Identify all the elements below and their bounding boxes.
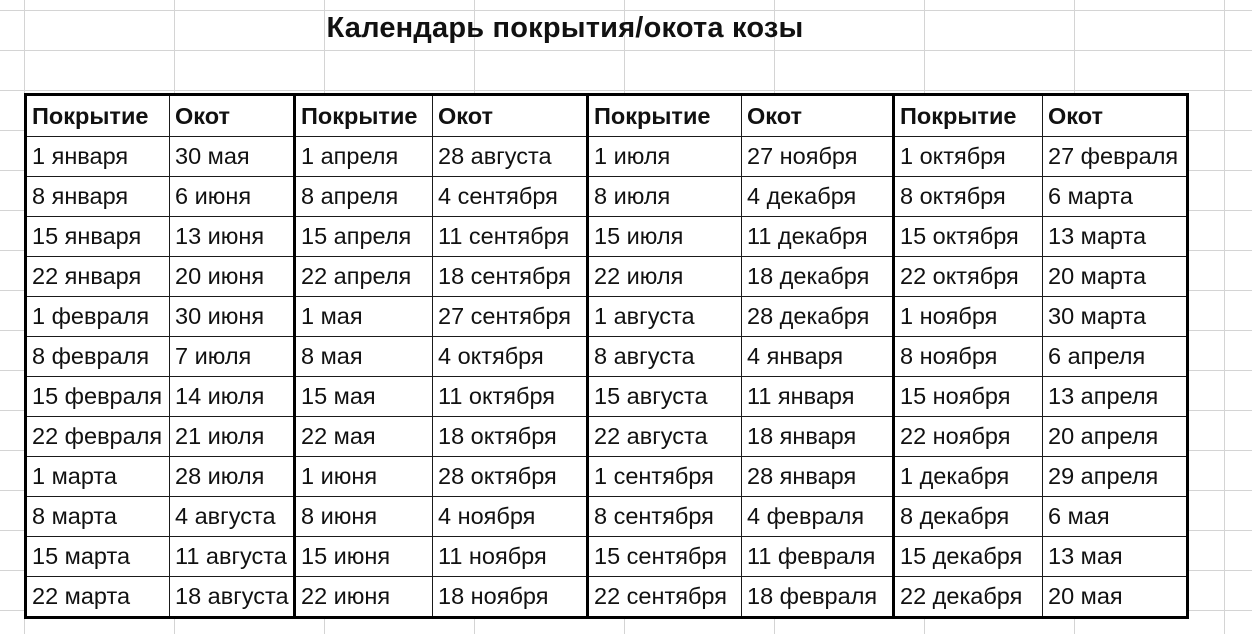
- header-cell-mating[interactable]: Покрытие: [26, 95, 170, 137]
- mating-date-cell[interactable]: 15 января: [26, 217, 170, 257]
- kidding-date-cell[interactable]: 30 марта: [1043, 297, 1188, 337]
- header-cell-mating[interactable]: Покрытие: [295, 95, 433, 137]
- mating-date-cell[interactable]: 15 ноября: [894, 377, 1043, 417]
- mating-date-cell[interactable]: 22 июля: [588, 257, 742, 297]
- mating-date-cell[interactable]: 22 июня: [295, 577, 433, 618]
- mating-date-cell[interactable]: 22 мая: [295, 417, 433, 457]
- mating-date-cell[interactable]: 8 апреля: [295, 177, 433, 217]
- mating-date-cell[interactable]: 1 января: [26, 137, 170, 177]
- mating-date-cell[interactable]: 1 марта: [26, 457, 170, 497]
- kidding-date-cell[interactable]: 30 мая: [170, 137, 295, 177]
- mating-date-cell[interactable]: 15 апреля: [295, 217, 433, 257]
- mating-date-cell[interactable]: 8 января: [26, 177, 170, 217]
- kidding-date-cell[interactable]: 4 января: [742, 337, 894, 377]
- mating-date-cell[interactable]: 15 июля: [588, 217, 742, 257]
- kidding-date-cell[interactable]: 18 февраля: [742, 577, 894, 618]
- kidding-date-cell[interactable]: 18 октября: [433, 417, 588, 457]
- kidding-date-cell[interactable]: 13 марта: [1043, 217, 1188, 257]
- mating-date-cell[interactable]: 8 ноября: [894, 337, 1043, 377]
- mating-date-cell[interactable]: 1 октября: [894, 137, 1043, 177]
- mating-date-cell[interactable]: 15 декабря: [894, 537, 1043, 577]
- kidding-date-cell[interactable]: 13 мая: [1043, 537, 1188, 577]
- kidding-date-cell[interactable]: 4 ноября: [433, 497, 588, 537]
- mating-date-cell[interactable]: 22 сентября: [588, 577, 742, 618]
- header-cell-kidding[interactable]: Окот: [170, 95, 295, 137]
- mating-date-cell[interactable]: 22 февраля: [26, 417, 170, 457]
- mating-date-cell[interactable]: 8 августа: [588, 337, 742, 377]
- mating-date-cell[interactable]: 22 октября: [894, 257, 1043, 297]
- kidding-date-cell[interactable]: 7 июля: [170, 337, 295, 377]
- mating-date-cell[interactable]: 22 января: [26, 257, 170, 297]
- table-row: [26, 137, 1188, 177]
- mating-date-cell[interactable]: 8 сентября: [588, 497, 742, 537]
- kidding-date-cell[interactable]: 6 марта: [1043, 177, 1188, 217]
- mating-date-cell[interactable]: 22 августа: [588, 417, 742, 457]
- kidding-date-cell[interactable]: 11 октября: [433, 377, 588, 417]
- mating-date-cell[interactable]: 8 октября: [894, 177, 1043, 217]
- kidding-date-cell[interactable]: 28 октября: [433, 457, 588, 497]
- mating-date-cell[interactable]: 1 сентября: [588, 457, 742, 497]
- table-row: [26, 577, 1188, 618]
- mating-date-cell[interactable]: 1 июня: [295, 457, 433, 497]
- kidding-date-cell[interactable]: 4 октября: [433, 337, 588, 377]
- kidding-date-cell[interactable]: 18 декабря: [742, 257, 894, 297]
- table-row: [26, 177, 1188, 217]
- kidding-date-cell[interactable]: 11 сентября: [433, 217, 588, 257]
- kidding-date-cell[interactable]: 6 апреля: [1043, 337, 1188, 377]
- mating-date-cell[interactable]: 15 октября: [894, 217, 1043, 257]
- kidding-date-cell[interactable]: 28 июля: [170, 457, 295, 497]
- kidding-date-cell[interactable]: 11 августа: [170, 537, 295, 577]
- table-row: [26, 457, 1188, 497]
- table-row: [26, 417, 1188, 457]
- mating-date-cell[interactable]: 8 марта: [26, 497, 170, 537]
- kidding-date-cell[interactable]: 6 мая: [1043, 497, 1188, 537]
- kidding-date-cell[interactable]: 30 июня: [170, 297, 295, 337]
- header-cell-kidding[interactable]: Окот: [433, 95, 588, 137]
- mating-date-cell[interactable]: 15 мая: [295, 377, 433, 417]
- kidding-date-cell[interactable]: 11 января: [742, 377, 894, 417]
- kidding-date-cell[interactable]: 29 апреля: [1043, 457, 1188, 497]
- table-row: [26, 497, 1188, 537]
- kidding-date-cell[interactable]: 11 февраля: [742, 537, 894, 577]
- kidding-date-cell[interactable]: 11 декабря: [742, 217, 894, 257]
- mating-date-cell[interactable]: 1 апреля: [295, 137, 433, 177]
- kidding-date-cell[interactable]: 27 ноября: [742, 137, 894, 177]
- kidding-date-cell[interactable]: 28 декабря: [742, 297, 894, 337]
- mating-date-cell[interactable]: 15 марта: [26, 537, 170, 577]
- kidding-date-cell[interactable]: 28 января: [742, 457, 894, 497]
- kidding-date-cell[interactable]: 4 августа: [170, 497, 295, 537]
- mating-date-cell[interactable]: 8 июля: [588, 177, 742, 217]
- kidding-date-cell[interactable]: 27 февраля: [1043, 137, 1188, 177]
- mating-date-cell[interactable]: 8 июня: [295, 497, 433, 537]
- kidding-date-cell[interactable]: 27 сентября: [433, 297, 588, 337]
- mating-kidding-table: [24, 93, 1189, 619]
- header-cell-mating[interactable]: Покрытие: [588, 95, 742, 137]
- mating-date-cell[interactable]: 22 ноября: [894, 417, 1043, 457]
- table-row: [26, 297, 1188, 337]
- header-cell-kidding[interactable]: Окот: [742, 95, 894, 137]
- mating-date-cell[interactable]: 1 декабря: [894, 457, 1043, 497]
- mating-date-cell[interactable]: 1 июля: [588, 137, 742, 177]
- kidding-date-cell[interactable]: 14 июля: [170, 377, 295, 417]
- kidding-date-cell[interactable]: 18 января: [742, 417, 894, 457]
- table-row: [26, 537, 1188, 577]
- header-cell-mating[interactable]: Покрытие: [894, 95, 1043, 137]
- mating-date-cell[interactable]: 1 ноября: [894, 297, 1043, 337]
- kidding-date-cell[interactable]: 11 ноября: [433, 537, 588, 577]
- kidding-date-cell[interactable]: 20 мая: [1043, 577, 1188, 618]
- header-row: [26, 95, 1188, 137]
- kidding-date-cell[interactable]: 4 февраля: [742, 497, 894, 537]
- kidding-date-cell[interactable]: 6 июня: [170, 177, 295, 217]
- kidding-date-cell[interactable]: 18 августа: [170, 577, 295, 618]
- mating-date-cell[interactable]: 22 апреля: [295, 257, 433, 297]
- mating-date-cell[interactable]: 15 июня: [295, 537, 433, 577]
- mating-date-cell[interactable]: 8 декабря: [894, 497, 1043, 537]
- kidding-date-cell[interactable]: 13 апреля: [1043, 377, 1188, 417]
- kidding-date-cell[interactable]: 18 сентября: [433, 257, 588, 297]
- kidding-date-cell[interactable]: 20 июня: [170, 257, 295, 297]
- kidding-date-cell[interactable]: 4 сентября: [433, 177, 588, 217]
- kidding-date-cell[interactable]: 18 ноября: [433, 577, 588, 618]
- mating-date-cell[interactable]: 1 мая: [295, 297, 433, 337]
- mating-date-cell[interactable]: 22 марта: [26, 577, 170, 618]
- kidding-date-cell[interactable]: 20 марта: [1043, 257, 1188, 297]
- mating-date-cell[interactable]: 1 февраля: [26, 297, 170, 337]
- mating-date-cell[interactable]: 8 февраля: [26, 337, 170, 377]
- table-row: [26, 377, 1188, 417]
- table-row: [26, 257, 1188, 297]
- mating-date-cell[interactable]: 1 августа: [588, 297, 742, 337]
- header-cell-kidding[interactable]: Окот: [1043, 95, 1188, 137]
- table-row: [26, 217, 1188, 257]
- kidding-date-cell[interactable]: 13 июня: [170, 217, 295, 257]
- kidding-date-cell[interactable]: 20 апреля: [1043, 417, 1188, 457]
- kidding-date-cell[interactable]: 21 июля: [170, 417, 295, 457]
- kidding-date-cell[interactable]: 4 декабря: [742, 177, 894, 217]
- mating-date-cell[interactable]: 8 мая: [295, 337, 433, 377]
- mating-date-cell[interactable]: 15 августа: [588, 377, 742, 417]
- mating-date-cell[interactable]: 22 декабря: [894, 577, 1043, 618]
- page-title: Календарь покрытия/окота козы: [326, 12, 804, 44]
- kidding-date-cell[interactable]: 28 августа: [433, 137, 588, 177]
- mating-date-cell[interactable]: 15 февраля: [26, 377, 170, 417]
- mating-date-cell[interactable]: 15 сентября: [588, 537, 742, 577]
- table-row: [26, 337, 1188, 377]
